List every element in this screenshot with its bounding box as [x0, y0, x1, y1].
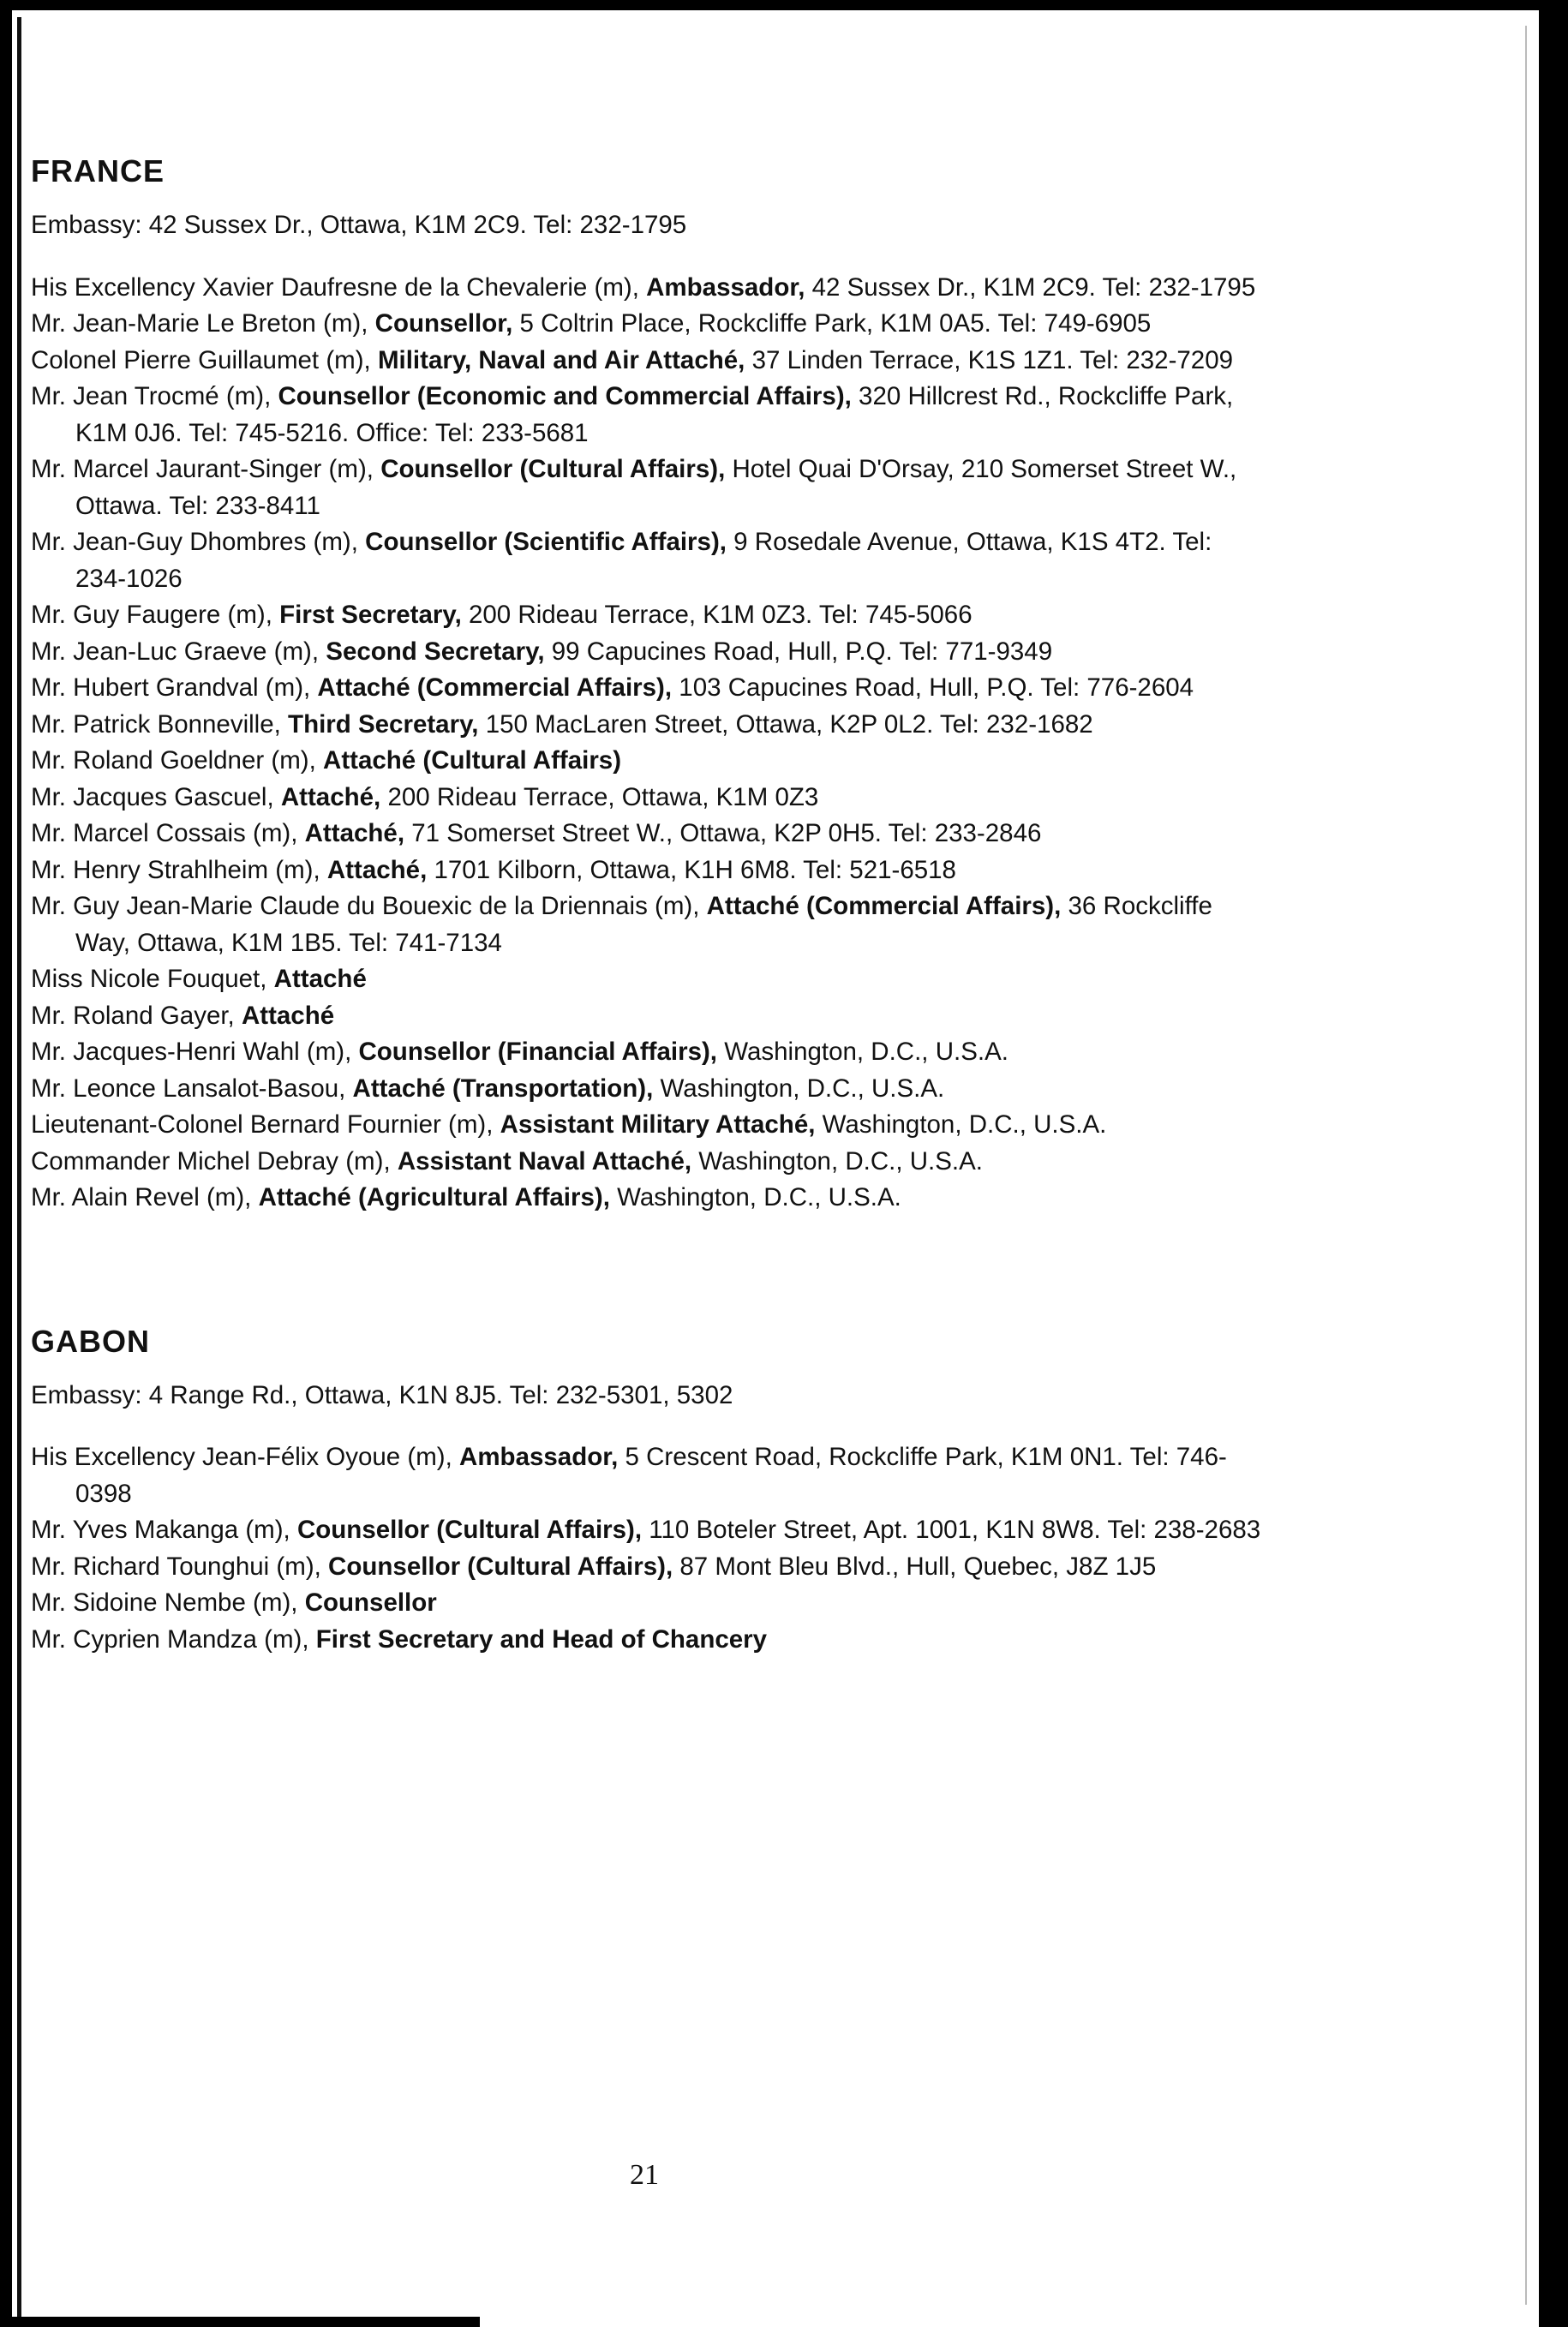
- staff-entry: [31, 1439, 1265, 1512]
- staff-entry: [31, 1585, 1265, 1622]
- embassy-line: [31, 207, 1265, 244]
- staff-entry: [31, 1512, 1265, 1549]
- staff-title: Assistant Naval Attaché,: [397, 1146, 692, 1175]
- staff-contact: 99 Capucines Road, Hull, P.Q. Tel: 771-9349: [551, 637, 1053, 666]
- staff-title: Counsellor (Scientific Affairs),: [365, 528, 727, 556]
- staff-entry: [31, 1107, 1265, 1144]
- staff-title: Attaché: [241, 1001, 335, 1030]
- staff-title: Attaché,: [280, 782, 381, 811]
- staff-name: Mr. Henry Strahlheim (m),: [31, 855, 320, 884]
- staff-entry: [31, 961, 1265, 998]
- staff-contact: Washington, D.C., U.S.A.: [617, 1183, 901, 1211]
- staff-title: First Secretary and Head of Chancery: [315, 1624, 768, 1654]
- staff-name: Mr. Richard Tounghui (m),: [31, 1552, 321, 1581]
- country-section: [31, 1316, 1265, 1659]
- staff-entry: [31, 743, 1265, 780]
- country-section: [31, 146, 1265, 1217]
- country-heading: FRANCE: [31, 153, 165, 188]
- staff-entry: [31, 998, 1265, 1035]
- staff-contact: 5 Coltrin Place, Rockcliffe Park, K1M 0A5. Tel: 749-6905: [519, 309, 1152, 338]
- staff-title: Attaché (Commercial Affairs),: [317, 673, 673, 702]
- staff-name: Lieutenant-Colonel Bernard Fournier (m),: [31, 1110, 494, 1139]
- staff-title: Attaché,: [326, 855, 428, 884]
- embassy-address: 4 Range Rd., Ottawa, K1N 8J5. Tel: 232-5301, 5302: [148, 1380, 733, 1409]
- staff-name: Mr. Jean Trocmé (m),: [31, 382, 272, 410]
- staff-name: Mr. Leonce Lansalot-Basou,: [31, 1074, 346, 1103]
- staff-contact: Washington, D.C., U.S.A.: [660, 1074, 945, 1103]
- staff-name: Mr. Jean-Marie Le Breton (m),: [31, 309, 368, 338]
- staff-title: Counsellor (Cultural Affairs),: [328, 1552, 673, 1581]
- staff-entry: [31, 452, 1265, 524]
- staff-title: Third Secretary,: [288, 709, 479, 739]
- staff-title: Counsellor (Cultural Affairs),: [296, 1516, 643, 1544]
- staff-name: Mr. Jean-Guy Dhombres (m),: [31, 528, 358, 556]
- staff-title: Attaché (Transportation),: [352, 1074, 654, 1103]
- staff-entry: [31, 597, 1265, 634]
- staff-title: Counsellor (Cultural Affairs),: [380, 455, 726, 483]
- staff-name: Mr. Jacques-Henri Wahl (m),: [31, 1038, 352, 1066]
- staff-title: Second Secretary,: [326, 637, 545, 666]
- staff-contact: 9 Rosedale Avenue, Ottawa, K1S 4T2. Tel: 234-1026: [75, 528, 1212, 593]
- country-heading: GABON: [31, 1323, 150, 1359]
- section-spacer: [31, 1217, 1265, 1316]
- staff-name: Mr. Marcel Cossais (m),: [31, 819, 298, 847]
- staff-contact: 200 Rideau Terrace, K1M 0Z3. Tel: 745-5066: [468, 601, 973, 629]
- staff-contact: 87 Mont Bleu Blvd., Hull, Quebec, J8Z 1J5: [679, 1552, 1157, 1581]
- staff-name: Colonel Pierre Guillaumet (m),: [31, 345, 371, 374]
- staff-contact: 1701 Kilborn, Ottawa, K1H 6M8. Tel: 521-6518: [434, 855, 956, 884]
- staff-entry: [31, 270, 1265, 307]
- staff-contact: Hotel Quai D'Orsay, 210 Somerset Street W., Ottawa. Tel: 233-8411: [75, 455, 1237, 520]
- staff-entry: [31, 306, 1265, 343]
- staff-title: Ambassador,: [646, 272, 805, 302]
- staff-name: Mr. Cyprien Mandza (m),: [31, 1624, 309, 1654]
- staff-entry: [31, 1622, 1265, 1659]
- staff-name: Mr. Jean-Luc Graeve (m),: [31, 637, 320, 666]
- staff-entry: [31, 1549, 1265, 1586]
- scan-edge-right-line: [1525, 26, 1527, 2305]
- staff-entry: [31, 888, 1265, 961]
- staff-entry: [31, 343, 1265, 380]
- staff-entry: [31, 852, 1265, 889]
- staff-entry: [31, 1180, 1265, 1217]
- page-number: 21: [630, 2159, 659, 2191]
- staff-contact: 200 Rideau Terrace, Ottawa, K1M 0Z3: [387, 782, 819, 811]
- staff-contact: 42 Sussex Dr., K1M 2C9. Tel: 232-1795: [811, 272, 1256, 302]
- staff-contact: 320 Hillcrest Rd., Rockcliffe Park, K1M 0J6. Tel: 745-5216. Office: Tel: 233-5681: [75, 382, 1234, 447]
- embassy-label: Embassy:: [31, 211, 142, 239]
- staff-entry: [31, 707, 1265, 744]
- staff-entry: [31, 780, 1265, 817]
- staff-title: Counsellor: [304, 1588, 437, 1617]
- scan-edge-left-inner: [17, 17, 21, 2322]
- staff-name: Mr. Guy Faugere (m),: [31, 601, 272, 629]
- scan-edge-top: [0, 0, 1568, 10]
- staff-entry: [31, 524, 1265, 597]
- staff-contact: 150 MacLaren Street, Ottawa, K2P 0L2. Tel: 232-1682: [485, 709, 1093, 739]
- staff-name: His Excellency Xavier Daufresne de la Chevalerie (m),: [31, 272, 639, 302]
- staff-title: Attaché,: [304, 819, 405, 847]
- staff-contact: 37 Linden Terrace, K1S 1Z1. Tel: 232-7209: [751, 345, 1234, 374]
- staff-contact: 71 Somerset Street W., Ottawa, K2P 0H5. Tel: 233-2846: [411, 819, 1042, 847]
- staff-contact: 36 Rockcliffe Way, Ottawa, K1M 1B5. Tel: 741-7134: [75, 892, 1212, 957]
- staff-title: Attaché: [273, 965, 367, 993]
- staff-entry: [31, 1071, 1265, 1108]
- staff-name: Mr. Marcel Jaurant-Singer (m),: [31, 455, 374, 483]
- scan-edge-right: [1539, 0, 1568, 2327]
- embassy-address: 42 Sussex Dr., Ottawa, K1M 2C9. Tel: 232-1795: [148, 211, 687, 239]
- staff-name: Mr. Sidoine Nembe (m),: [31, 1588, 298, 1617]
- staff-entry: [31, 816, 1265, 852]
- staff-entry: [31, 1034, 1265, 1071]
- staff-contact: Washington, D.C., U.S.A.: [822, 1110, 1107, 1139]
- staff-title: Attaché (Commercial Affairs),: [706, 892, 1062, 920]
- staff-name: Mr. Guy Jean-Marie Claude du Bouexic de la Driennais (m),: [31, 892, 700, 920]
- staff-contact: 110 Boteler Street, Apt. 1001, K1N 8W8. Tel: 238-2683: [649, 1516, 1261, 1544]
- embassy-label: Embassy:: [31, 1380, 142, 1409]
- staff-title: Assistant Military Attaché,: [500, 1110, 816, 1139]
- staff-name: Mr. Roland Goeldner (m),: [31, 746, 316, 775]
- staff-title: Attaché (Cultural Affairs): [323, 746, 622, 775]
- scan-edge-bottom: [0, 2317, 480, 2327]
- staff-title: Counsellor (Financial Affairs),: [358, 1038, 718, 1066]
- staff-title: Counsellor (Economic and Commercial Affairs),: [278, 382, 852, 410]
- staff-name: Mr. Jacques Gascuel,: [31, 782, 274, 811]
- staff-contact: 103 Capucines Road, Hull, P.Q. Tel: 776-2604: [679, 673, 1194, 702]
- staff-name: Mr. Roland Gayer,: [31, 1001, 235, 1030]
- staff-contact: 5 Crescent Road, Rockcliffe Park, K1M 0N1. Tel: 746-0398: [75, 1443, 1227, 1508]
- staff-title: Ambassador,: [459, 1443, 619, 1471]
- staff-contact: Washington, D.C., U.S.A.: [724, 1038, 1008, 1066]
- staff-entry: [31, 670, 1265, 707]
- staff-name: Miss Nicole Fouquet,: [31, 965, 267, 993]
- staff-entry: [31, 634, 1265, 671]
- staff-title: Attaché (Agricultural Affairs),: [258, 1183, 610, 1211]
- staff-title: Counsellor,: [374, 309, 513, 338]
- staff-title: First Secretary,: [279, 601, 462, 629]
- staff-title: Military, Naval and Air Attaché,: [377, 345, 745, 374]
- staff-entry: [31, 1144, 1265, 1181]
- staff-name: Mr. Patrick Bonneville,: [31, 709, 281, 739]
- staff-name: Mr. Hubert Grandval (m),: [31, 673, 311, 702]
- scan-edge-left: [0, 0, 12, 2327]
- staff-name: Mr. Alain Revel (m),: [31, 1183, 252, 1211]
- embassy-line: [31, 1378, 1265, 1415]
- staff-contact: Washington, D.C., U.S.A.: [698, 1146, 983, 1175]
- staff-name: Commander Michel Debray (m),: [31, 1146, 391, 1175]
- staff-name: His Excellency Jean-Félix Oyoue (m),: [31, 1443, 452, 1471]
- staff-name: Mr. Yves Makanga (m),: [31, 1516, 290, 1544]
- directory-page: [31, 146, 1265, 1658]
- staff-entry: [31, 379, 1265, 452]
